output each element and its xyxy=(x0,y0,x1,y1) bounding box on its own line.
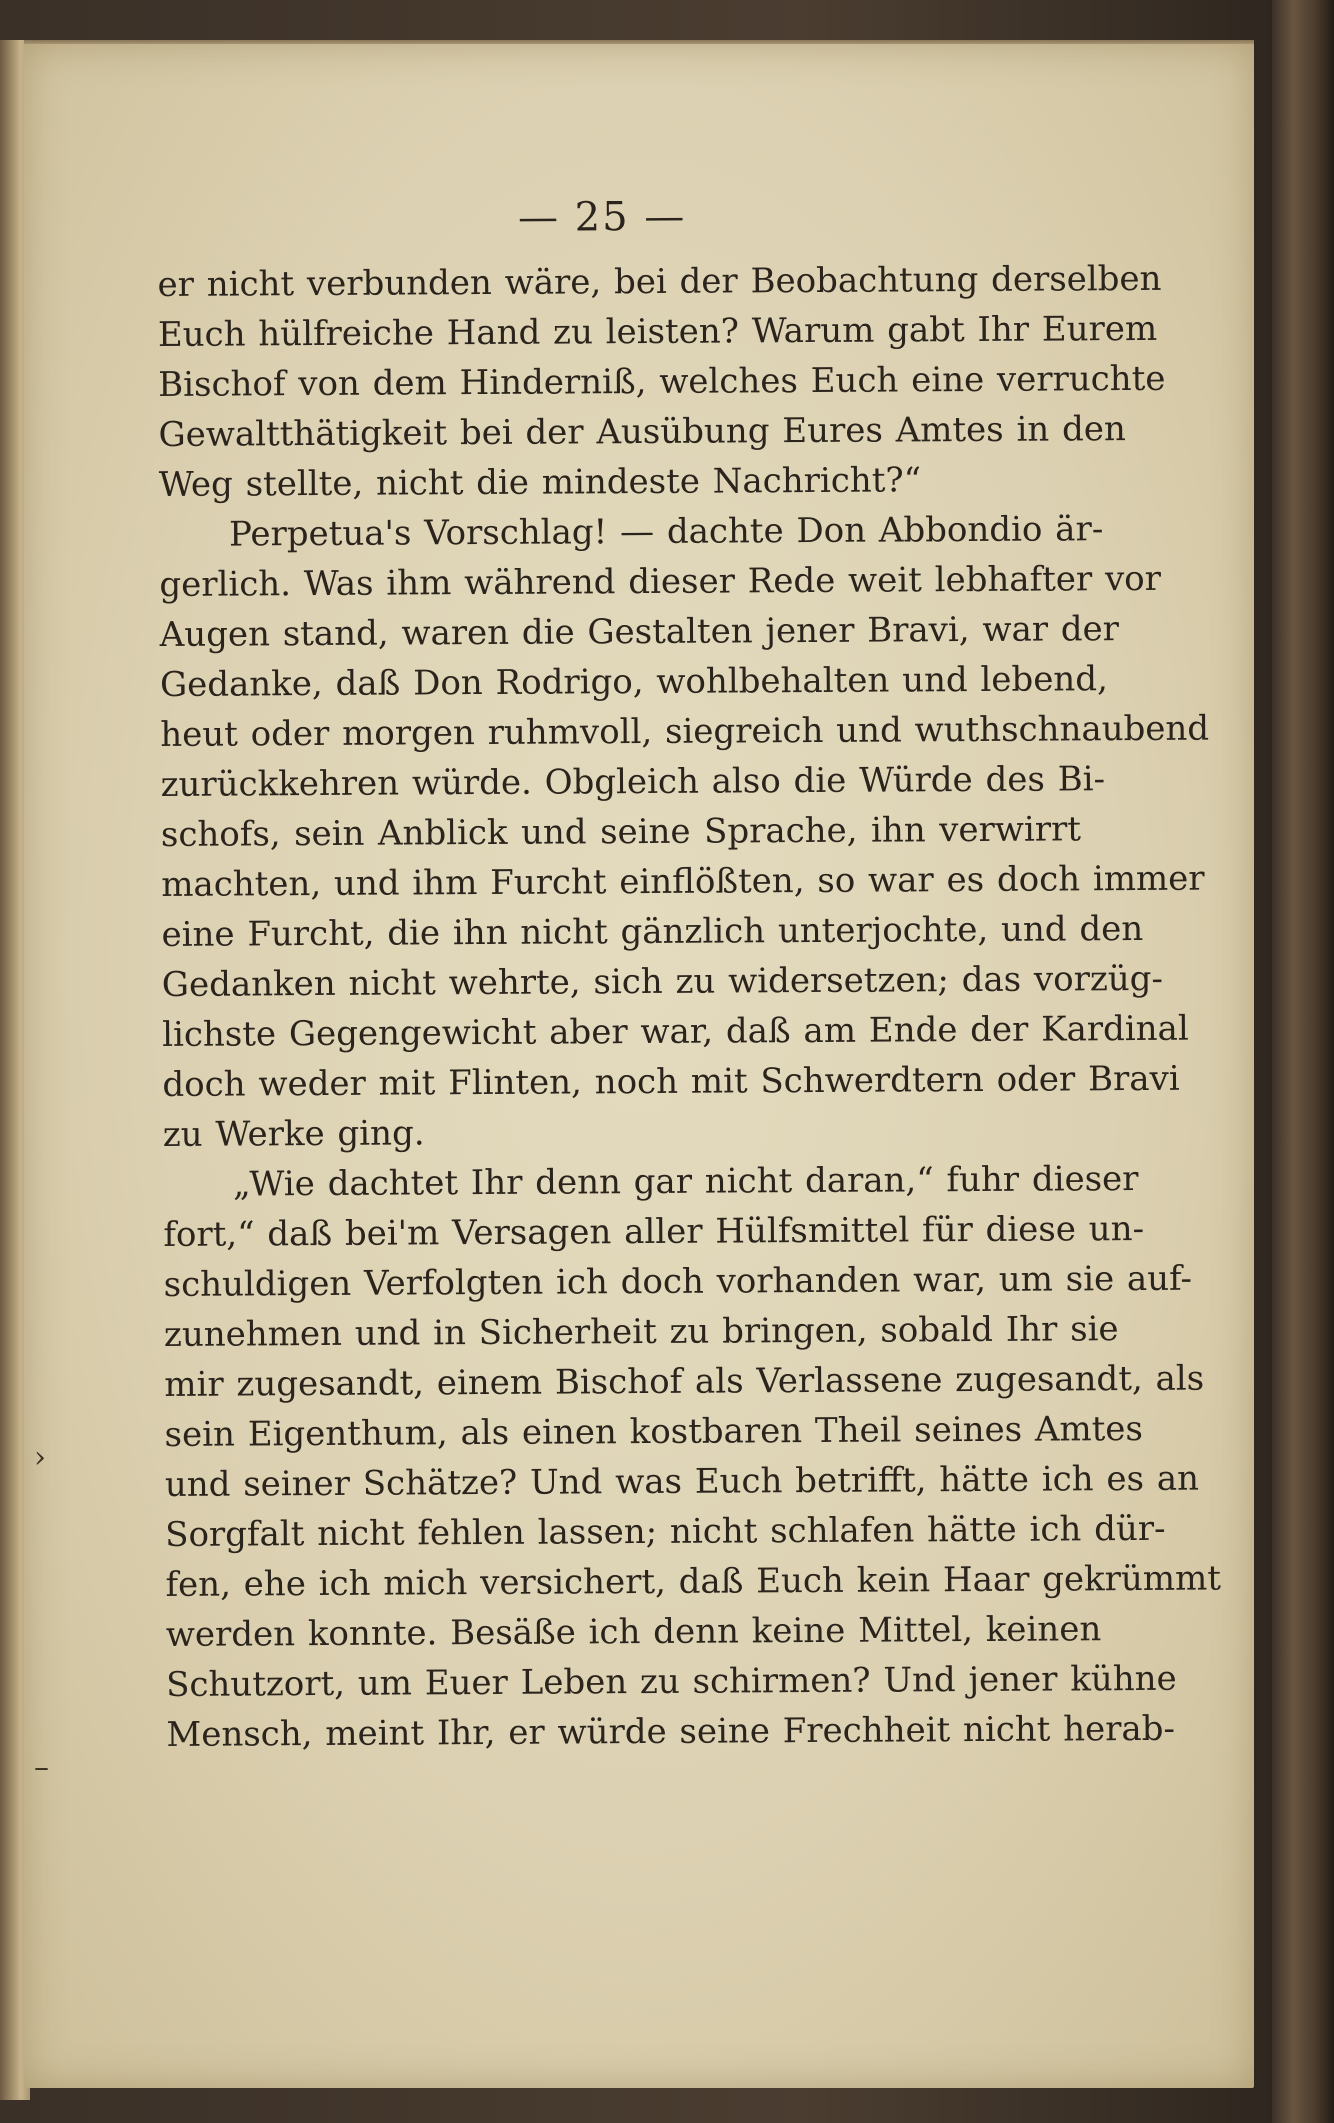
text-line: „Wie dachtet Ihr denn gar nicht daran,“ fuhr dieser xyxy=(232,1159,1139,1205)
text-line: doch weder mit Flinten, noch mit Schwerdtern oder Bravi xyxy=(162,1058,1180,1105)
text-line: zu Werke ging. xyxy=(162,1113,425,1155)
text-line: Gedanken nicht wehrte, sich zu widersetzen; das vorzüg- xyxy=(161,958,1164,1005)
text-line: heut oder morgen ruhmvoll, siegreich und wuthschnaubend xyxy=(160,708,1210,755)
page-text xyxy=(157,184,1222,1760)
text-line: zurückkehren würde. Obgleich also die Würde des Bi- xyxy=(160,759,1106,805)
text-line: zunehmen und in Sicherheit zu bringen, sobald Ihr sie xyxy=(163,1309,1119,1355)
text-lines xyxy=(157,254,1222,1760)
text-line: Bischof von dem Hinderniß, welches Euch eine verruchte xyxy=(158,358,1166,405)
text-line: Mensch, meint Ihr, er würde seine Frechheit nicht herab- xyxy=(166,1708,1176,1755)
text-line: Perpetua's Vorschlag! — dachte Don Abbondio är- xyxy=(228,509,1104,555)
page-number-header: — 25 — xyxy=(517,193,687,241)
text-line: machten, und ihm Furcht einflößten, so war es doch immer xyxy=(161,858,1205,905)
text-line: lichste Gegengewicht aber war, daß am Ende der Kardinal xyxy=(162,1008,1189,1055)
text-line: Schutzort, um Euer Leben zu schirmen? Und jener kühne xyxy=(166,1658,1177,1705)
text-line: werden konnte. Besäße ich denn keine Mittel, keinen xyxy=(165,1609,1102,1655)
margin-mark: – xyxy=(34,1750,49,1785)
book-binding xyxy=(1272,0,1334,2123)
text-line: er nicht verbunden wäre, bei der Beobachtung derselben xyxy=(157,258,1162,305)
text-line: gerlich. Was ihm während dieser Rede weit lebhafter vor xyxy=(159,558,1162,605)
text-line: fen, ehe ich mich versichert, daß Euch kein Haar gekrümmt xyxy=(165,1558,1222,1605)
text-line: Euch hülfreiche Hand zu leisten? Warum gabt Ihr Eurem xyxy=(157,308,1158,355)
text-line: Gedanke, daß Don Rodrigo, wohlbehalten und lebend, xyxy=(159,659,1108,705)
text-line: eine Furcht, die ihn nicht gänzlich unterjochte, und den xyxy=(161,908,1144,955)
margin-mark: › xyxy=(34,1440,46,1475)
text-line: Gewaltthätigkeit bei der Ausübung Eures Amtes in den xyxy=(158,409,1126,455)
text-line: Weg stellte, nicht die mindeste Nachricht?“ xyxy=(158,460,922,505)
text-line: schuldigen Verfolgten ich doch vorhanden war, um sie auf- xyxy=(163,1258,1193,1305)
text-line: fort,“ daß bei'm Versagen aller Hülfsmittel für diese un- xyxy=(163,1208,1145,1255)
text-line: Augen stand, waren die Gestalten jener Bravi, war der xyxy=(159,609,1120,655)
text-line: Sorgfalt nicht fehlen lassen; nicht schlafen hätte ich dür- xyxy=(165,1508,1166,1555)
text-line: sein Eigenthum, als einen kostbaren Theil seines Amtes xyxy=(164,1409,1144,1455)
text-line: schofs, sein Anblick und seine Sprache, ihn verwirrt xyxy=(160,809,1082,855)
text-line: mir zugesandt, einem Bischof als Verlassene zugesandt, als xyxy=(164,1358,1205,1405)
text-line: und seiner Schätze? Und was Euch betrifft, hätte ich es an xyxy=(164,1458,1200,1505)
